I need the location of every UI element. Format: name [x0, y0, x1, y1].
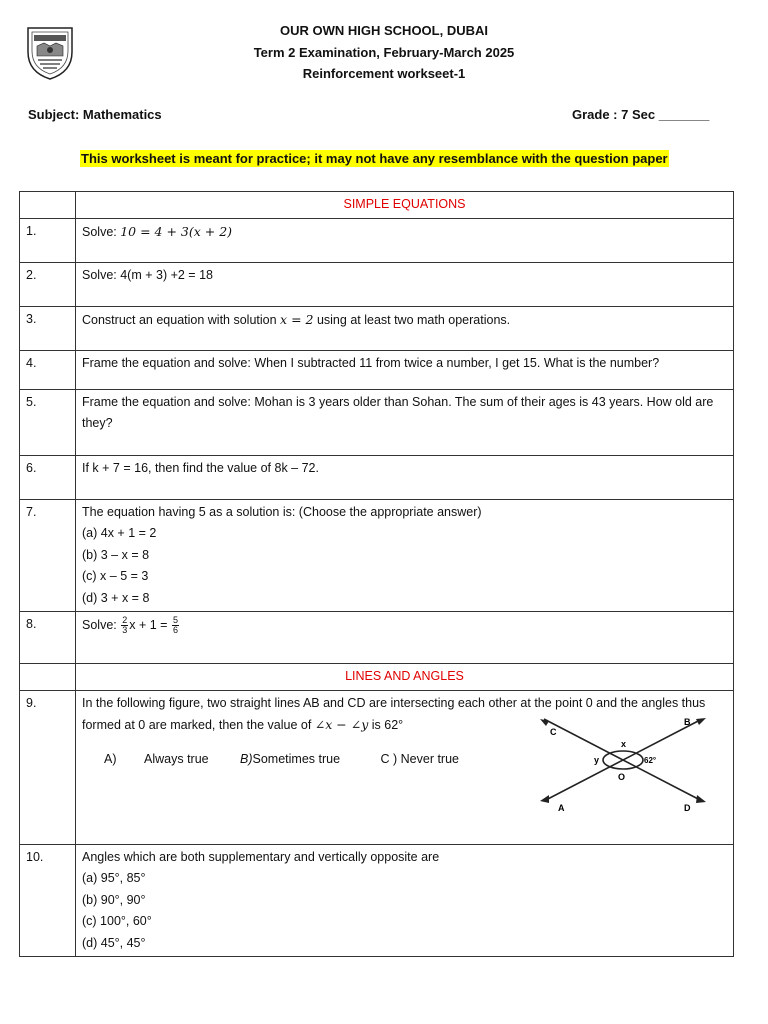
section-row: [20, 192, 734, 219]
question-number: 8.: [20, 612, 76, 664]
question-text: In the following figure, two straight lines AB and CD are intersecting each other at the point 0 and the angles thus formed at 0 are marked, then the value of ∠x − ∠y is 62° A) Always true B) Sometimes true C ) Never true x y 62° O B C A D: [76, 690, 734, 844]
question-text: Solve: $\frac{2}{3}$ x + 1 = $\frac{5}{6}$: [76, 612, 734, 664]
option-d: (d) 45°, 45°: [82, 935, 146, 950]
fraction: $\frac{5}{6}$: [172, 615, 178, 636]
question-row: [20, 262, 734, 306]
exam-title: Term 2 Examination, February-March 2025: [253, 44, 515, 60]
worksheet-table: [19, 191, 734, 957]
question-row: [20, 389, 734, 455]
question-number: 9.: [20, 690, 76, 844]
question-text: Solve: 10 = 4 + 3(x + 2): [76, 218, 734, 262]
grade-label: Grade : 7 Sec _______: [572, 107, 710, 122]
option-d: (d) 3 + x = 8: [82, 590, 150, 605]
question-row: [20, 612, 734, 664]
question-text: Solve: 4(m + 3) +2 = 18: [76, 262, 734, 306]
question-number: 6.: [20, 455, 76, 499]
school-crest-logo: [22, 22, 78, 82]
question-text: The equation having 5 as a solution is: (Choose the appropriate answer) (a) 4x + 1 = 2 (b) 3 – x = 8 (c) x – 5 = 3 (d) 3 + x = 8: [76, 499, 734, 612]
figure-label-x: x: [621, 738, 627, 749]
question-text: If k + 7 = 16, then find the value of 8k – 72.: [76, 455, 734, 499]
figure-label-c: C: [550, 726, 557, 737]
question-number: 3.: [20, 306, 76, 350]
option-c: (c) 100°, 60°: [82, 914, 152, 928]
option-b: (b) 3 – x = 8: [82, 547, 150, 562]
option-a-letter: A): [104, 751, 117, 766]
option-b-letter: B): [240, 751, 253, 766]
figure-label-d: D: [684, 802, 691, 813]
question-text: Angles which are both supplementary and vertically opposite are (a) 95°, 85° (b) 90°, 90° (c) 100°, 60° (d) 45°, 45°: [76, 844, 734, 957]
option-a: (a) 4x + 1 = 2: [82, 526, 157, 540]
question-text: Construct an equation with solution x = 2 using at least two math operations.: [76, 306, 734, 350]
practice-notice: This worksheet is meant for practice; it may not have any resemblance with the question paper: [81, 151, 668, 166]
question-row: [20, 306, 734, 350]
question-row: [20, 690, 734, 844]
question-row: [20, 455, 734, 499]
question-row: [20, 844, 734, 957]
option-c: (c) x – 5 = 3: [82, 569, 149, 583]
question-number: 5.: [20, 389, 76, 455]
question-number: 1.: [20, 218, 76, 262]
section-title-simple-equations: SIMPLE EQUATIONS: [76, 192, 734, 219]
figure-label-b: B: [684, 716, 691, 727]
subject-label: Subject: Mathematics: [28, 107, 162, 122]
question-number: 2.: [20, 262, 76, 306]
intersecting-lines-figure: [534, 713, 714, 813]
section-title-lines-angles: LINES AND ANGLES: [76, 664, 734, 691]
option-b: Sometimes true: [252, 751, 341, 766]
question-row: [20, 218, 734, 262]
question-number: 10.: [20, 844, 76, 957]
figure-label-a: A: [558, 802, 565, 813]
option-c: C ) Never true: [380, 751, 459, 766]
worksheet-title: Reinforcement workseet-1: [302, 66, 466, 81]
fraction: $\frac{2}{3}$: [122, 615, 128, 636]
figure-label-angle: 62°: [644, 755, 657, 765]
option-b: (b) 90°, 90°: [82, 892, 146, 907]
school-name: OUR OWN HIGH SCHOOL, DUBAI: [280, 23, 488, 38]
document-header: [150, 20, 618, 85]
question-number: 7.: [20, 499, 76, 612]
question-number: 4.: [20, 350, 76, 389]
question-text: Frame the equation and solve: When I subtracted 11 from twice a number, I get 15. What is the number?: [76, 350, 734, 389]
figure-label-o: O: [618, 771, 626, 782]
question-row: [20, 350, 734, 389]
option-a: (a) 95°, 85°: [82, 871, 146, 885]
question-text: Frame the equation and solve: Mohan is 3 years older than Sohan. The sum of their ages is 43 years. How old are they?: [76, 389, 734, 455]
question-row: [20, 499, 734, 612]
section-row: [20, 664, 734, 691]
option-a: Always true: [144, 751, 209, 766]
figure-label-y: y: [594, 754, 600, 765]
